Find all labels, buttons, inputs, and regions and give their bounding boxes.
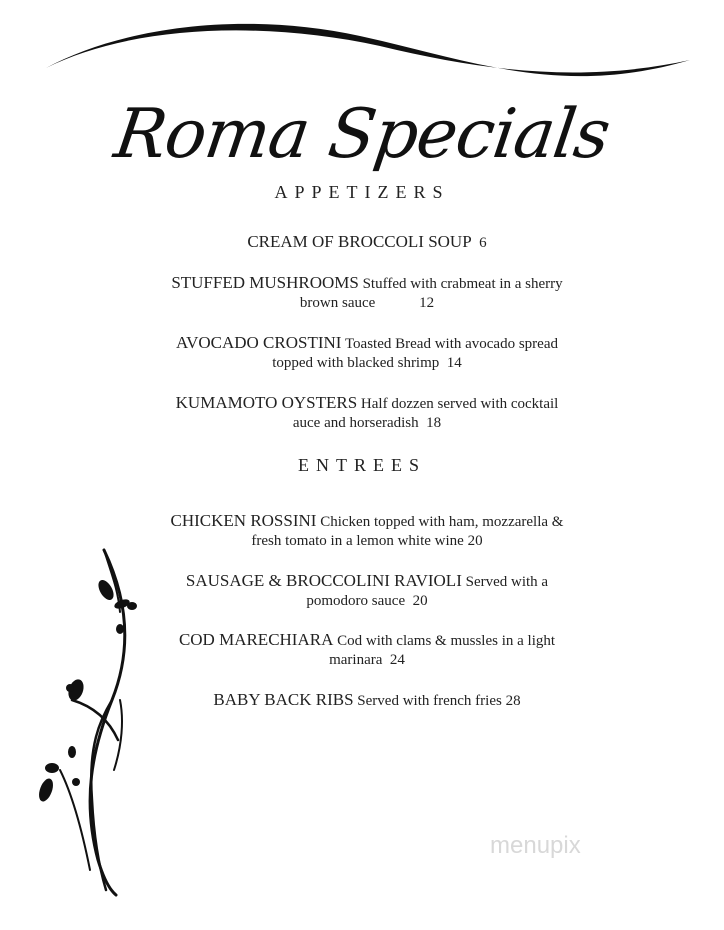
item-price: 18 (426, 415, 442, 431)
item-name: STUFFED MUSHROOMS (171, 273, 359, 292)
item-description: fresh tomato in a lemon white wine (251, 533, 464, 549)
item-price: 14 (446, 355, 462, 371)
menu-item (130, 630, 604, 670)
item-description: Toasted Bread with avocado spread (344, 336, 558, 352)
menu-item (130, 232, 604, 253)
item-price: 12 (419, 295, 435, 311)
item-price: 24 (389, 652, 405, 668)
menu-item (130, 511, 604, 551)
item-description: brown sauce (299, 295, 376, 311)
item-description: auce and horseradish (292, 415, 419, 431)
item-description: Chicken topped with ham, mozzarella & (320, 514, 564, 530)
item-price: 20 (467, 533, 483, 549)
item-price: 20 (412, 593, 428, 609)
item-description: Served with french fries (357, 693, 502, 709)
item-name: KUMAMOTO OYSTERS (175, 393, 358, 412)
item-description: pomodoro sauce (306, 593, 406, 609)
item-price: 6 (479, 235, 487, 251)
item-description: Cod with clams & mussles in a light (337, 633, 556, 649)
item-description: topped with blacked shrimp (272, 355, 440, 371)
item-name: CHICKEN ROSSINI (170, 511, 317, 530)
item-price: 28 (505, 693, 521, 709)
item-name: CREAM OF BROCCOLI SOUP (247, 232, 472, 251)
item-description: Half dozzen served with cocktail (360, 396, 559, 412)
watermark-logo: menupix (490, 832, 581, 859)
section-heading-entrees: ENTREES (298, 455, 426, 475)
item-description: marinara (329, 652, 383, 668)
item-name: COD MARECHIARA (178, 630, 334, 649)
item-name: SAUSAGE & BROCCOLINI RAVIOLI (185, 571, 462, 590)
menu-item (130, 393, 604, 433)
item-name: AVOCADO CROSTINI (176, 333, 342, 352)
menu-item (130, 273, 604, 313)
menu-item (130, 690, 604, 711)
item-description: Stuffed with crabmeat in a sherry (362, 276, 563, 292)
item-name: BABY BACK RIBS (213, 690, 354, 709)
menu-title: Roma Specials (109, 95, 615, 174)
menu-item (130, 333, 604, 373)
item-description: Served with a (465, 574, 549, 590)
menu-item (130, 571, 604, 611)
section-heading-appetizers: APPETIZERS (274, 182, 450, 202)
